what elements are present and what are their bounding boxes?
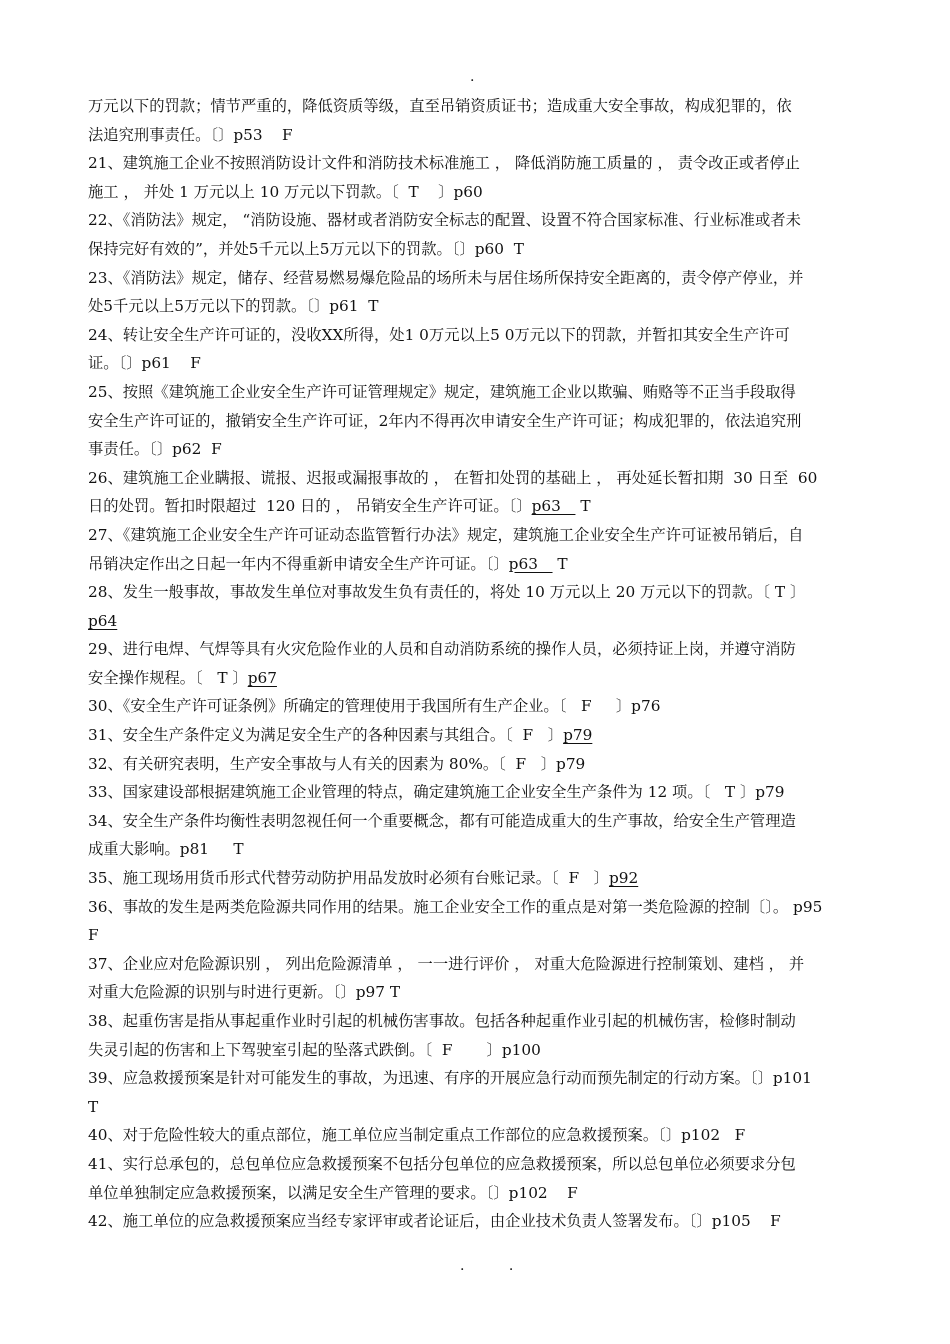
text-segment: 34、安全生产条件均衡性表明忽视任何一个重要概念，都有可能造成重大的生产事故，给安全生产管理造 — [88, 811, 796, 830]
text-segment: 23、《消防法》规定，储存、经营易燃易爆危险品的场所未与居住场所保持安全距离的，责令停产停业，并 — [88, 268, 804, 287]
text-line — [88, 407, 863, 436]
text-line — [88, 835, 863, 864]
text-line — [88, 235, 863, 264]
text-line — [88, 1007, 863, 1036]
page-reference: p67 — [247, 668, 277, 687]
text-line — [88, 292, 863, 321]
text-line — [88, 550, 863, 579]
page-reference: p92 — [608, 869, 639, 888]
page-reference: p63 — [508, 554, 553, 573]
text-segment: 33、国家建设部根据建筑施工企业管理的特点，确定建筑施工企业安全生产条件为 12 项。〔 T 〕p79 — [88, 783, 785, 802]
text-line — [88, 578, 863, 607]
text-segment: 27、《建筑施工企业安全生产许可证动态监管暂行办法》规定，建筑施工企业安全生产许可证被吊销后，自 — [88, 525, 804, 544]
text-segment: T — [552, 554, 568, 573]
text-line — [88, 492, 863, 521]
text-segment: 安全操作规程。〔 T 〕 — [88, 668, 248, 687]
text-line — [88, 607, 863, 636]
footer-mark: . . — [460, 1258, 534, 1274]
text-segment: 38、起重伤害是指从事起重作业时引起的机械伤害事故。包括各种起重作业引起的机械伤害，检修时制动 — [88, 1012, 796, 1030]
text-segment: 处5千元以上5万元以下的罚款。〔〕p61 T — [88, 297, 379, 316]
text-line — [88, 864, 863, 893]
text-line — [88, 1207, 863, 1236]
text-segment: 日的处罚。暂扣时限超过 120 日的 ， 吊销安全生产许可证。〔〕 — [88, 497, 532, 516]
page-reference: p63 — [531, 497, 576, 516]
text-line — [88, 921, 863, 950]
text-segment: T — [575, 497, 591, 516]
text-line — [88, 978, 863, 1007]
text-segment: 30、《安全生产许可证条例》所确定的管理使用于我国所有生产企业。〔 F 〕p76 — [88, 697, 661, 716]
page-reference: p79 — [563, 726, 593, 745]
text-line — [88, 149, 863, 178]
text-segment: 吊销决定作出之日起一年内不得重新申请安全生产许可证。〔〕 — [88, 554, 509, 573]
text-segment: T — [88, 1097, 99, 1116]
text-segment: 事责任。〔〕p62 F — [88, 440, 222, 459]
text-segment: 成重大影响。p81 T — [88, 840, 244, 859]
text-segment: 28、发生一般事故，事故发生单位对事故发生负有责任的，将处 10 万元以上 20 万元以下的罚款。〔 T 〕 — [88, 583, 806, 602]
text-segment: 40、对于危险性较大的重点部位，施工单位应当制定重点工作部位的应急救援预案。〔〕p102 F — [88, 1126, 746, 1145]
text-segment: 41、实行总承包的，总包单位应急救援预案不包括分包单位的应急救援预案，所以总包单位必须要求分包 — [88, 1154, 796, 1173]
text-line — [88, 521, 863, 550]
text-line — [88, 1179, 863, 1208]
text-line — [88, 750, 863, 779]
text-segment: 对重大危险源的识别与时进行更新。〔〕p97 T — [88, 983, 401, 1002]
text-line — [88, 893, 863, 922]
text-segment: 25、按照《建筑施工企业安全生产许可证管理规定》规定，建筑施工企业以欺骗、贿赂等不正当手段取得 — [88, 382, 796, 401]
document-body — [88, 92, 863, 1236]
text-line — [88, 178, 863, 207]
text-line — [88, 264, 863, 293]
text-segment: 39、应急救援预案是针对可能发生的事故，为迅速、有序的开展应急行动而预先制定的行动方案。〔〕p101 — [88, 1069, 812, 1088]
text-line — [88, 778, 863, 807]
text-line — [88, 121, 863, 150]
text-segment: 法追究刑事责任。〔〕p53 F — [88, 125, 293, 144]
text-line — [88, 321, 863, 350]
text-line — [88, 1150, 863, 1179]
text-segment: 29、进行电焊、气焊等具有火灾危险作业的人员和自动消防系统的操作人员，必须持证上岗，并遵守消防 — [88, 640, 796, 659]
text-line — [88, 1036, 863, 1065]
text-segment: 22、《消防法》规定， “消防设施、器材或者消防安全标志的配置、设置不符合国家标准、行业标准或者未 — [88, 211, 801, 230]
text-line — [88, 1121, 863, 1150]
text-segment: 失灵引起的伤害和上下驾驶室引起的坠落式跌倒。〔 F 〕p100 — [88, 1040, 541, 1059]
text-line — [88, 807, 863, 836]
text-line — [88, 378, 863, 407]
text-line — [88, 349, 863, 378]
text-line — [88, 1093, 863, 1122]
text-segment: 32、有关研究表明，生产安全事故与人有关的因素为 80%。〔 F 〕p79 — [88, 754, 586, 773]
text-segment: 21、建筑施工企业不按照消防设计文件和消防技术标准施工 ， 降低消防施工质量的 ， 责令改正或者停止 — [88, 154, 800, 173]
text-segment: 万元以下的罚款；情节严重的，降低资质等级，直至吊销资质证书；造成重大安全事故，构成犯罪的，依 — [88, 97, 792, 115]
text-segment: F — [88, 926, 99, 945]
text-segment: 24、转让安全生产许可证的，没收XX所得，处1 0万元以上5 0万元以下的罚款，并暂扣其安全生产许可 — [88, 325, 790, 344]
text-segment: 施工 ， 并处 1 万元以上 10 万元以下罚款。〔 T 〕p60 — [88, 182, 483, 201]
text-line — [88, 664, 863, 693]
header-mark: . — [470, 69, 475, 85]
text-segment: 35、施工现场用货币形式代替劳动防护用品发放时必须有台账记录。〔 F 〕 — [88, 869, 609, 888]
text-line — [88, 635, 863, 664]
text-line — [88, 435, 863, 464]
text-line — [88, 721, 863, 750]
text-line — [88, 92, 863, 121]
text-segment: 42、施工单位的应急救援预案应当经专家评审或者论证后，由企业技术负责人签署发布。〔〕p105 F — [88, 1212, 781, 1231]
text-segment: 26、建筑施工企业瞒报、谎报、迟报或漏报事故的 ， 在暂扣处罚的基础上 ， 再处延长暂扣期 30 日至 60 — [88, 468, 818, 487]
text-segment: 36、事故的发生是两类危险源共同作用的结果。施工企业安全工作的重点是对第一类危险源的控制〔〕。 p95 — [88, 897, 823, 916]
text-line — [88, 464, 863, 493]
text-segment: 37、企业应对危险源识别 ， 列出危险源清单 ， 一一进行评价 ， 对重大危险源进行控制策划、建档 ， 并 — [88, 954, 805, 973]
page-reference: p64 — [88, 611, 118, 630]
text-segment: 单位单独制定应急救援预案，以满足安全生产管理的要求。〔〕p102 F — [88, 1183, 578, 1202]
text-segment: 证。〔〕p61 F — [88, 354, 201, 373]
text-line — [88, 1064, 863, 1093]
text-line — [88, 692, 863, 721]
text-line — [88, 950, 863, 979]
text-segment: 安全生产许可证的，撤销安全生产许可证，2年内不得再次申请安全生产许可证；构成犯罪的，依法追究刑 — [88, 411, 802, 430]
text-segment: 31、安全生产条件定义为满足安全生产的各种因素与其组合。〔 F 〕 — [88, 726, 564, 745]
text-line — [88, 206, 863, 235]
text-segment: 保持完好有效的”，并处5千元以上5万元以下的罚款。〔〕p60 T — [88, 239, 524, 258]
